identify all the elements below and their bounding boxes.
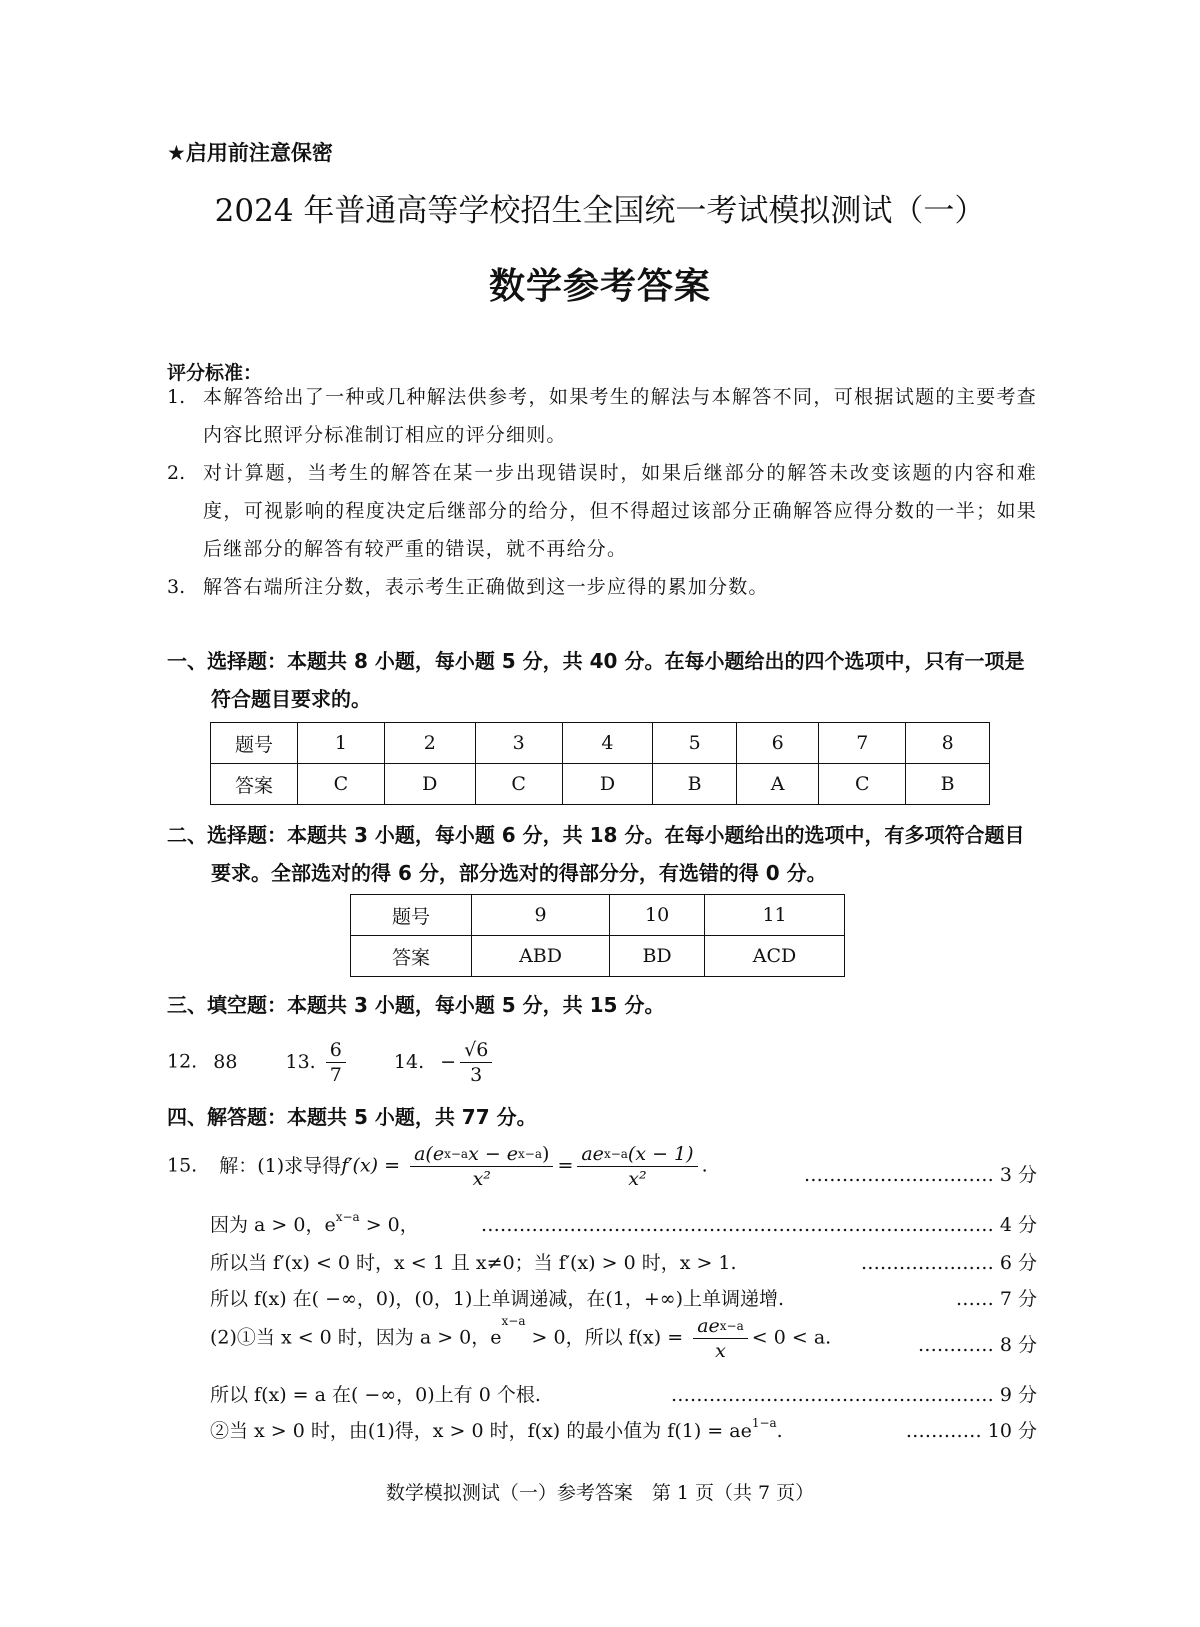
table-cell: 10 <box>610 895 705 936</box>
score-mark: ………………………… 3 分 <box>803 1164 1037 1186</box>
table-cell: 11 <box>705 895 845 936</box>
fraction-numerator: $ae^{x-a}(x - 1)$ <box>577 1142 697 1167</box>
score-mark: ………… 8 分 <box>917 1334 1037 1356</box>
table-cell: ABD <box>472 936 610 977</box>
q15-derivative: f′(x) = <box>341 1154 401 1177</box>
q13-label: 13. <box>285 1050 316 1073</box>
multi-choice-answer-table <box>350 894 845 977</box>
table-cell: 2 <box>384 723 475 764</box>
q12-answer: 88 <box>213 1050 238 1073</box>
table-cell: 8 <box>906 723 990 764</box>
table-cell: ACD <box>705 936 845 977</box>
table-row <box>351 936 845 977</box>
fraction-denominator: x² <box>628 1168 647 1190</box>
table-cell: C <box>298 764 385 805</box>
section-3-heading: 三、填空题：本题共 3 小题，每小题 5 分，共 15 分。 <box>167 993 665 1017</box>
table-cell: 3 <box>475 723 562 764</box>
fraction-numerator: $a(e^{x-a}x - e^{x-a})$ <box>410 1142 553 1167</box>
table-cell: C <box>819 764 906 805</box>
table-header-cell: 题号 <box>211 723 298 764</box>
table-row <box>351 895 845 936</box>
page-title: 2024 年普通高等学校招生全国统一考试模拟测试（一） <box>214 193 986 229</box>
table-cell: 1 <box>298 723 385 764</box>
table-cell: 6 <box>736 723 818 764</box>
standard-item-number: 2. <box>167 462 186 484</box>
score-mark: ………… 10 分 <box>905 1420 1037 1442</box>
q15-line-3: 所以当 f′(x) < 0 时，x < 1 且 x≠0；当 f′(x) > 0 时，x > 1. <box>210 1252 737 1274</box>
q15-step-text: 解：(1)求导得 <box>219 1154 342 1177</box>
table-cell: B <box>653 764 737 805</box>
grading-standards-label: 评分标准： <box>167 362 263 384</box>
q15-line-6: 所以 f(x) = a 在( −∞，0)上有 0 个根. <box>210 1384 541 1406</box>
q13-numerator: 6 <box>326 1038 346 1063</box>
fraction-numerator: $ae^{x-a}$ <box>693 1314 748 1339</box>
table-row <box>211 764 990 805</box>
table-cell: BD <box>610 936 705 977</box>
table-cell: 4 <box>562 723 653 764</box>
q15-line-7: ②当 x > 0 时，由(1)得，x > 0 时，f(x) 的最小值为 $f(1) = ae^{1-a}$. <box>210 1416 783 1442</box>
table-header-cell: 答案 <box>211 764 298 805</box>
q14-denominator: 3 <box>470 1064 483 1086</box>
q12-label: 12. <box>167 1050 198 1073</box>
section-4-heading: 四、解答题：本题共 5 小题，共 77 分。 <box>167 1105 537 1129</box>
page-subtitle: 数学参考答案 <box>488 266 711 307</box>
q15-label: 15. <box>167 1154 198 1177</box>
table-cell: 7 <box>819 723 906 764</box>
score-mark: ……………………………………………………………………… 4 分 <box>480 1214 1037 1236</box>
q14-label: 14. <box>393 1050 425 1073</box>
q15-line-4: 所以 f(x) 在( −∞，0)，(0，1)上单调递减，在(1，+∞)上单调递增. <box>210 1288 785 1310</box>
fraction-denominator: x² <box>472 1168 491 1190</box>
q15-fraction-3 <box>693 1314 748 1363</box>
standard-item-number: 3. <box>167 576 186 598</box>
fraction-denominator: x <box>715 1340 726 1362</box>
q13-denominator: 7 <box>329 1064 342 1086</box>
q15-fraction-2 <box>577 1142 697 1191</box>
fill-in-answers <box>167 1038 496 1087</box>
section-1-heading: 一、选择题：本题共 8 小题，每小题 5 分，共 40 分。在每小题给出的四个选项中，只有一项是符合题目要求的。 <box>167 649 1025 711</box>
table-header-cell: 答案 <box>351 936 472 977</box>
score-mark: …………………………………………… 9 分 <box>670 1384 1037 1406</box>
standard-item <box>167 568 1037 606</box>
table-header-cell: 题号 <box>351 895 472 936</box>
standard-item-text: 本解答给出了一种或几种解法供参考，如果考生的解法与本解答不同，可根据试题的主要考查内容比照评分标准制订相应的评分细则。 <box>203 386 1037 446</box>
standard-item-text: 解答右端所注分数，表示考生正确做到这一步应得的累加分数。 <box>203 576 769 598</box>
q15-line-2: 因为 a > 0，$e^{x-a} > 0$， <box>210 1210 419 1236</box>
standard-item-text: 对计算题，当考生的解答在某一步出现错误时，如果后继部分的解答未改变该题的内容和难度，可视影响的程度决定后继部分的给分，但不得超过该部分正确解答应得分数的一半；如果后继部分的解答有较严重的错误，就不再给分。 <box>203 462 1037 560</box>
score-mark: ………………… 6 分 <box>860 1252 1037 1274</box>
confidential-notice: ★启用前注意保密 <box>167 141 333 165</box>
q14-sign: − <box>440 1050 457 1073</box>
table-cell: C <box>475 764 562 805</box>
q14-fraction <box>460 1038 492 1087</box>
q15-fraction-1 <box>410 1142 553 1191</box>
page-footer: 数学模拟测试（一）参考答案 第 1 页（共 7 页） <box>385 1482 815 1504</box>
table-cell: B <box>906 764 990 805</box>
q15-line-1: 15. 解：(1)求导得f′(x) = $\frac{a(e^{x-a}x - e^{x-a})}{\text{x²}}$ = $\frac{ae^{x-a}(x - 1)}{\text{x²}}$ . <box>167 1143 708 1190</box>
table-cell: 5 <box>653 723 737 764</box>
choice-answer-table <box>210 722 990 805</box>
table-cell: D <box>562 764 653 805</box>
section-2-heading: 二、选择题：本题共 3 小题，每小题 6 分，共 18 分。在每小题给出的选项中，有多项符合题目要求。全部选对的得 6 分，部分选对的得部分分，有选错的得 0 分。 <box>167 823 1025 885</box>
standard-item <box>167 378 1037 454</box>
standard-item-number: 1. <box>167 386 186 408</box>
table-cell: D <box>384 764 475 805</box>
table-row <box>211 723 990 764</box>
q13-fraction <box>326 1038 346 1087</box>
score-mark: …… 7 分 <box>955 1288 1037 1310</box>
q15-line-5: (2)①当 x < 0 时，因为 a > 0，$e^{x-a} > 0$，所以 f(x) = $\frac{ae^{x-a}}{x}$ < 0 < a. <box>210 1314 832 1362</box>
q14-numerator: √6 <box>460 1038 492 1063</box>
table-cell: 9 <box>472 895 610 936</box>
standard-item <box>167 454 1037 568</box>
table-cell: A <box>736 764 818 805</box>
